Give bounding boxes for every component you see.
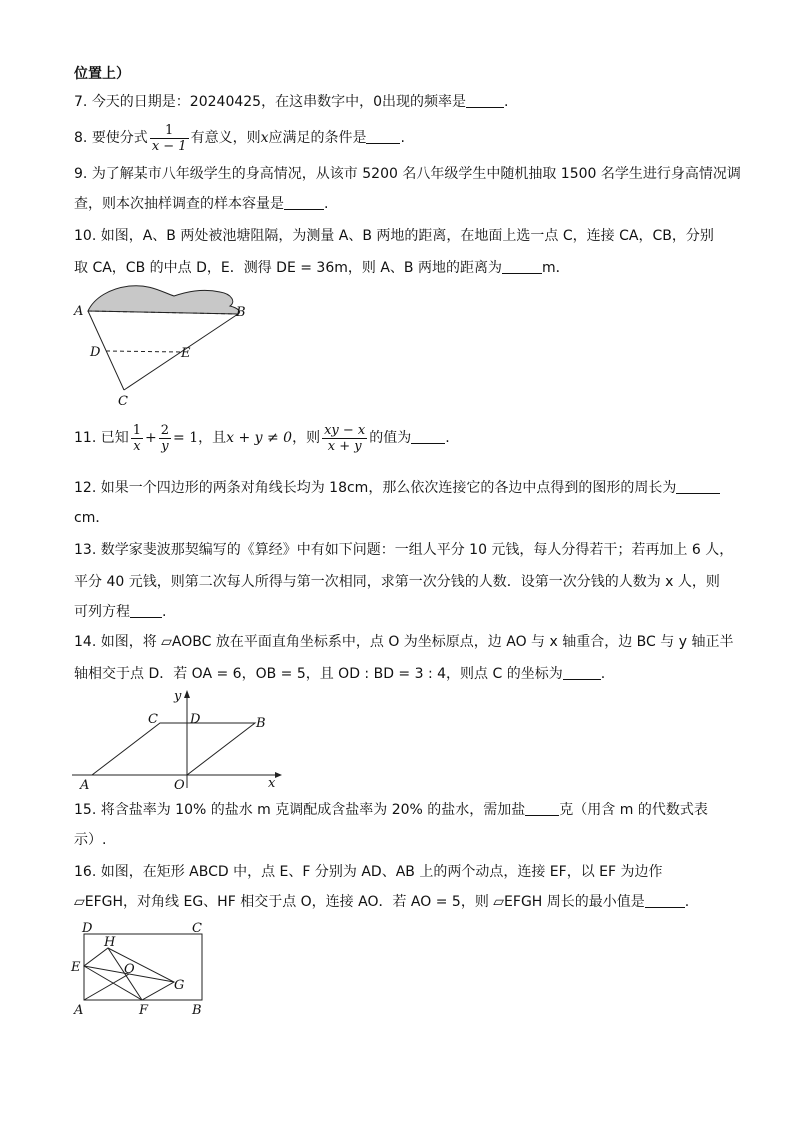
question-10 [74, 226, 714, 246]
question-14 [74, 632, 733, 652]
label-H: H [104, 935, 116, 950]
label-D: D [190, 712, 201, 727]
question-number: 15. [74, 802, 97, 818]
fraction-1-over-x: $\frac{1}{x}$ [132, 422, 141, 454]
question-11: 11. 已知 $\frac{1}{x}$ + $\frac{2}{y}$ = 1，且x + y ≠ 0，则 $\frac{xy - x}{x + y}$ 的值为 . [74, 422, 450, 454]
question-7: 7. 今天的日期是：20240425，在这串数字中，0出现的频率是 . [74, 94, 509, 110]
label-x: x [268, 776, 276, 791]
x-axis-arrow [275, 772, 282, 778]
coordinate-figure [70, 686, 285, 792]
label-B: B [192, 1003, 202, 1018]
label-F: F [139, 1003, 149, 1018]
label-E: E [181, 346, 191, 361]
question-number: 14. [74, 634, 97, 650]
question-number: 7. [74, 94, 88, 110]
label-E: E [71, 960, 81, 975]
label-B: B [236, 305, 246, 320]
answer-blank[interactable] [366, 129, 400, 144]
question-text: 如果一个四边形的两条对角线长均为 18cm，那么依次连接它的各边中点得到的图形的周长为 [100, 480, 677, 496]
pond-figure [70, 280, 260, 410]
question-13-cont2: 可列方程 . [74, 604, 167, 620]
y-axis-arrow [184, 690, 190, 698]
question-12-cont: cm． [74, 510, 110, 526]
segment-DE [106, 351, 181, 352]
question-number: 16. [74, 864, 97, 880]
pond-shape [88, 286, 240, 314]
question-12 [74, 478, 720, 498]
question-16 [74, 862, 663, 882]
question-number: 12. [74, 480, 97, 496]
label-y: y [174, 689, 182, 704]
question-number: 9. [74, 166, 88, 182]
fraction-expression: $\frac{xy - x}{x + y}$ [324, 422, 366, 454]
answer-blank[interactable] [563, 665, 601, 680]
label-C: C [148, 712, 158, 727]
answer-blank[interactable] [525, 801, 559, 816]
question-text: 数学家斐波那契编写的《算经》中有如下问题：一组人平分 10 元钱，每人分得若干；若再加上 6 人， [100, 542, 734, 558]
question-text: 如图，将 ▱AOBC 放在平面直角坐标系中，点 O 为坐标原点，边 AO 与 x 轴重合，边 BC 与 y 轴正半 [100, 634, 734, 650]
question-9 [74, 164, 741, 184]
question-text: 如图，在矩形 ABCD 中，点 E、F 分别为 AD、AB 上的两个动点，连接 EF，以 EF 为边作 [100, 864, 663, 880]
question-13-cont: 平分 40 元钱，则第二次每人所得与第一次相同，求第一次分钱的人数．设第一次分钱的人数为 x 人，则 [74, 574, 720, 590]
answer-blank[interactable] [502, 259, 542, 274]
answer-blank[interactable] [676, 479, 720, 494]
label-C: C [118, 394, 128, 409]
label-D: D [82, 921, 93, 936]
question-9-cont: 查，则本次抽样调查的样本容量是 . [74, 196, 329, 212]
fraction-2-over-y: $\frac{2}{y}$ [160, 422, 170, 454]
label-B: B [256, 716, 266, 731]
answer-blank[interactable] [411, 429, 445, 444]
answer-blank[interactable] [130, 603, 162, 618]
label-A: A [80, 778, 90, 792]
question-10-cont: 取 CA，CB 的中点 D，E．测得 DE = 36m，则 A、B 两地的距离为 m． [74, 260, 570, 276]
question-number: 8. [74, 130, 88, 146]
question-8: 8. 要使分式 $\frac{1}{x - 1}$ 有意义，则x应满足的条件是 . [74, 122, 405, 154]
rectangle-figure [70, 918, 220, 1018]
question-number: 10. [74, 228, 97, 244]
question-text: 今天的日期是：20240425，在这串数字中，0出现的频率是 [91, 94, 466, 110]
answer-blank[interactable] [466, 93, 504, 108]
question-text: 要使分式 [91, 130, 148, 146]
question-number: 11. [74, 430, 97, 446]
answer-blank[interactable] [645, 893, 685, 908]
section-header: 位置上） [74, 66, 130, 82]
parallelogram-AOBC [92, 723, 255, 775]
question-15: 15. 将含盐率为 10% 的盐水 m 克调配成含盐率为 20% 的盐水，需加盐 克（用含 m 的代数式表 [74, 802, 708, 818]
question-15-cont: 示）. [74, 832, 107, 848]
segment-AO [84, 974, 129, 1000]
label-D: D [90, 345, 101, 360]
question-number: 13. [74, 542, 97, 558]
label-G: G [174, 978, 185, 993]
label-C: C [192, 921, 202, 936]
question-text: 将含盐率为 10% 的盐水 m 克调配成含盐率为 20% 的盐水，需加盐 [100, 802, 526, 818]
label-O: O [124, 962, 135, 977]
question-16-cont: ▱EFGH，对角线 EG、HF 相交于点 O，连接 AO．若 AO = 5，则 ▱EFGH 周长的最小值是 . [74, 894, 690, 910]
question-text: 如图，A、B 两处被池塘阻隔，为测量 A、B 两地的距离，在地面上选一点 C，连接 CA，CB，分别 [100, 228, 714, 244]
question-text: 为了解某市八年级学生的身高情况，从该市 5200 名八年级学生中随机抽取 1500 名学生进行身高情况调 [91, 166, 741, 182]
label-A: A [74, 304, 84, 319]
label-O: O [174, 778, 185, 792]
label-A: A [74, 1003, 84, 1018]
fraction: $\frac{1}{x - 1}$ [151, 122, 187, 154]
answer-blank[interactable] [284, 195, 324, 210]
question-14-cont: 轴相交于点 D．若 OA = 6，OB = 5，且 OD : BD = 3 : 4，则点 C 的坐标为 . [74, 666, 606, 682]
question-13 [74, 540, 733, 560]
